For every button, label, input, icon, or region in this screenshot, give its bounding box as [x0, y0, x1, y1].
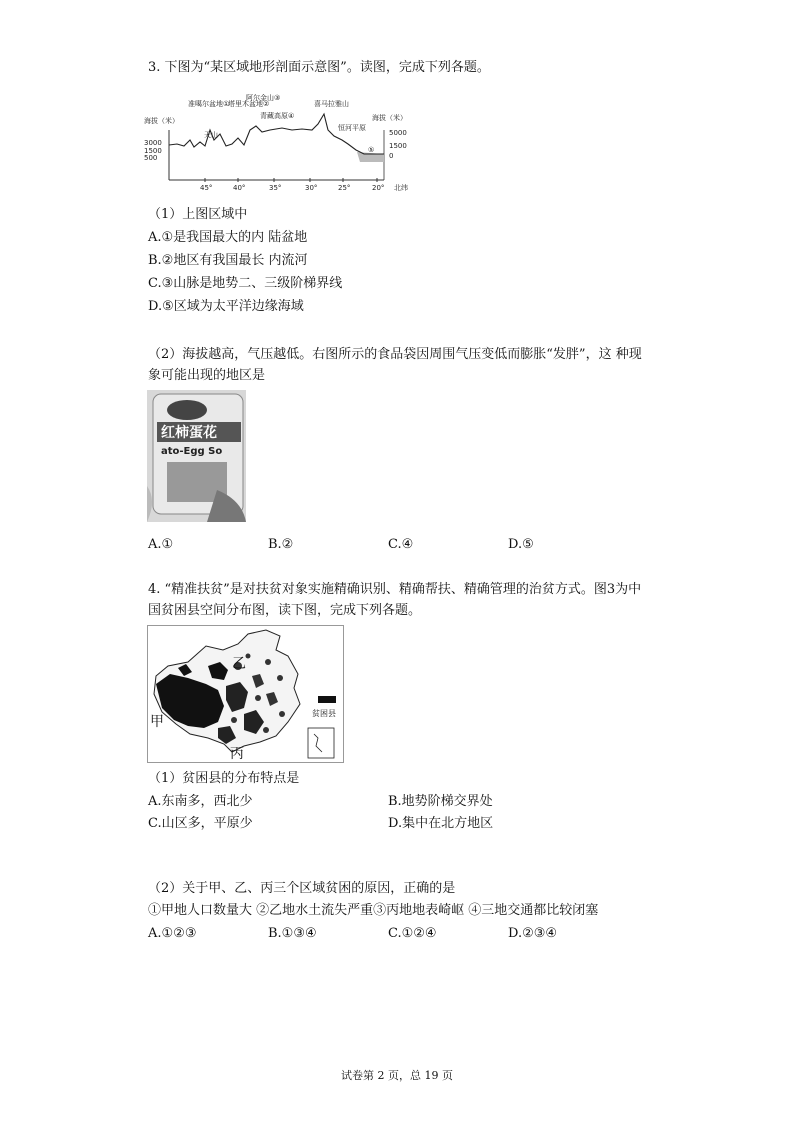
x-tick-40: 40° — [233, 184, 246, 192]
q4-sub2-statements: ①甲地人口数量大 ②乙地水土流失严重③丙地地表崎岖 ④三地交通都比较闭塞 — [148, 903, 599, 918]
x-tick-45: 45° — [200, 184, 213, 192]
right-tick-1500: 1500 — [389, 142, 407, 150]
x-tick-30: 30° — [305, 184, 318, 192]
x-unit: 北纬 — [394, 184, 408, 192]
label-5: ⑤ — [368, 146, 375, 154]
label-himalaya: 喜马拉雅山 — [314, 100, 349, 108]
left-tick-1500: 1500 — [144, 147, 162, 155]
map-legend-label: 贫困县 — [312, 709, 336, 718]
q4-sub2-title: （2）关于甲、乙、丙三个区域贫困的原因，正确的是 — [148, 881, 456, 896]
q4-sub1-option-a[interactable]: A.东南多，西北少 — [148, 794, 253, 809]
label-junggar: 准噶尔盆地① — [188, 100, 230, 108]
q4-sub2-option-b[interactable]: B.①③④ — [268, 926, 317, 941]
page-footer: 试卷第 2 页，总 19 页 — [341, 1069, 453, 1082]
label-tianshan: 天山 — [204, 131, 218, 139]
q3-sub2-option-c[interactable]: C.④ — [388, 537, 414, 552]
map-label-yi: 乙 — [232, 656, 246, 672]
q4-sub1-option-c[interactable]: C.山区多，平原少 — [148, 816, 253, 831]
q4-sub1-option-d[interactable]: D.集中在北方地区 — [388, 816, 494, 831]
left-tick-3000: 3000 — [144, 139, 162, 147]
q4-stem-line1: 4. “精准扶贫”是对扶贫对象实施精确识别、精确帮扶、精确管理的治贫方式。图3为中 — [148, 582, 642, 597]
q3-sub2-option-d[interactable]: D.⑤ — [508, 537, 534, 552]
right-axis-title: 海拔（米） — [372, 114, 407, 122]
poverty-county-map — [147, 625, 344, 763]
q3-sub2-option-b[interactable]: B.② — [268, 537, 294, 552]
bag-text-sub: ato-Egg So — [161, 446, 223, 457]
q4-sub2-option-a[interactable]: A.①②③ — [148, 926, 197, 941]
x-tick-20: 20° — [372, 184, 385, 192]
x-tick-35: 35° — [269, 184, 282, 192]
bag-text-main: 红柿蛋花 — [161, 425, 217, 441]
x-tick-25: 25° — [338, 184, 351, 192]
map-label-jia: 甲 — [150, 714, 164, 730]
label-tarim: 塔里木盆地② — [228, 100, 270, 108]
q4-stem-line2: 国贫困县空间分布图，读下图，完成下列各题。 — [148, 603, 422, 618]
q3-sub2-title-line2: 象可能出现的地区是 — [148, 368, 266, 383]
q4-sub1-option-b[interactable]: B.地势阶梯交界处 — [388, 794, 493, 809]
left-axis-title: 海拔（米） — [144, 117, 179, 125]
food-bag-photo — [147, 390, 246, 522]
q3-sub1-option-d[interactable]: D.⑤区域为太平洋边缘海域 — [148, 299, 304, 314]
label-altun: 阿尔金山③ — [246, 94, 281, 102]
q3-sub2-title-line1: （2）海拔越高，气压越低。右图所示的食品袋因周围气压变低而膨胀“发胖”，这 种现 — [148, 347, 642, 362]
q4-sub2-option-c[interactable]: C.①②④ — [388, 926, 437, 941]
q3-sub2-option-a[interactable]: A.① — [148, 537, 174, 552]
label-qinghai-tibet: 青藏高原④ — [260, 112, 295, 120]
q4-sub2-option-d[interactable]: D.②③④ — [508, 926, 558, 941]
terrain-profile-figure — [142, 90, 414, 194]
map-label-bing: 丙 — [230, 746, 244, 762]
q3-sub1-option-b[interactable]: B.②地区有我国最长 内流河 — [148, 253, 308, 268]
left-tick-500: 500 — [144, 154, 158, 162]
q4-sub1-title: （1）贫困县的分布特点是 — [148, 771, 300, 786]
right-tick-5000: 5000 — [389, 129, 407, 137]
label-ganges: 恒河平原 — [338, 124, 366, 132]
right-tick-0: 0 — [389, 152, 394, 160]
q3-stem: 3. 下图为“某区域地形剖面示意图”。读图，完成下列各题。 — [148, 60, 490, 75]
q3-sub1-option-c[interactable]: C.③山脉是地势二、三级阶梯界线 — [148, 276, 343, 291]
q3-sub1-option-a[interactable]: A.①是我国最大的内 陆盆地 — [148, 230, 308, 245]
q3-sub1-title: （1）上图区域中 — [148, 207, 248, 222]
